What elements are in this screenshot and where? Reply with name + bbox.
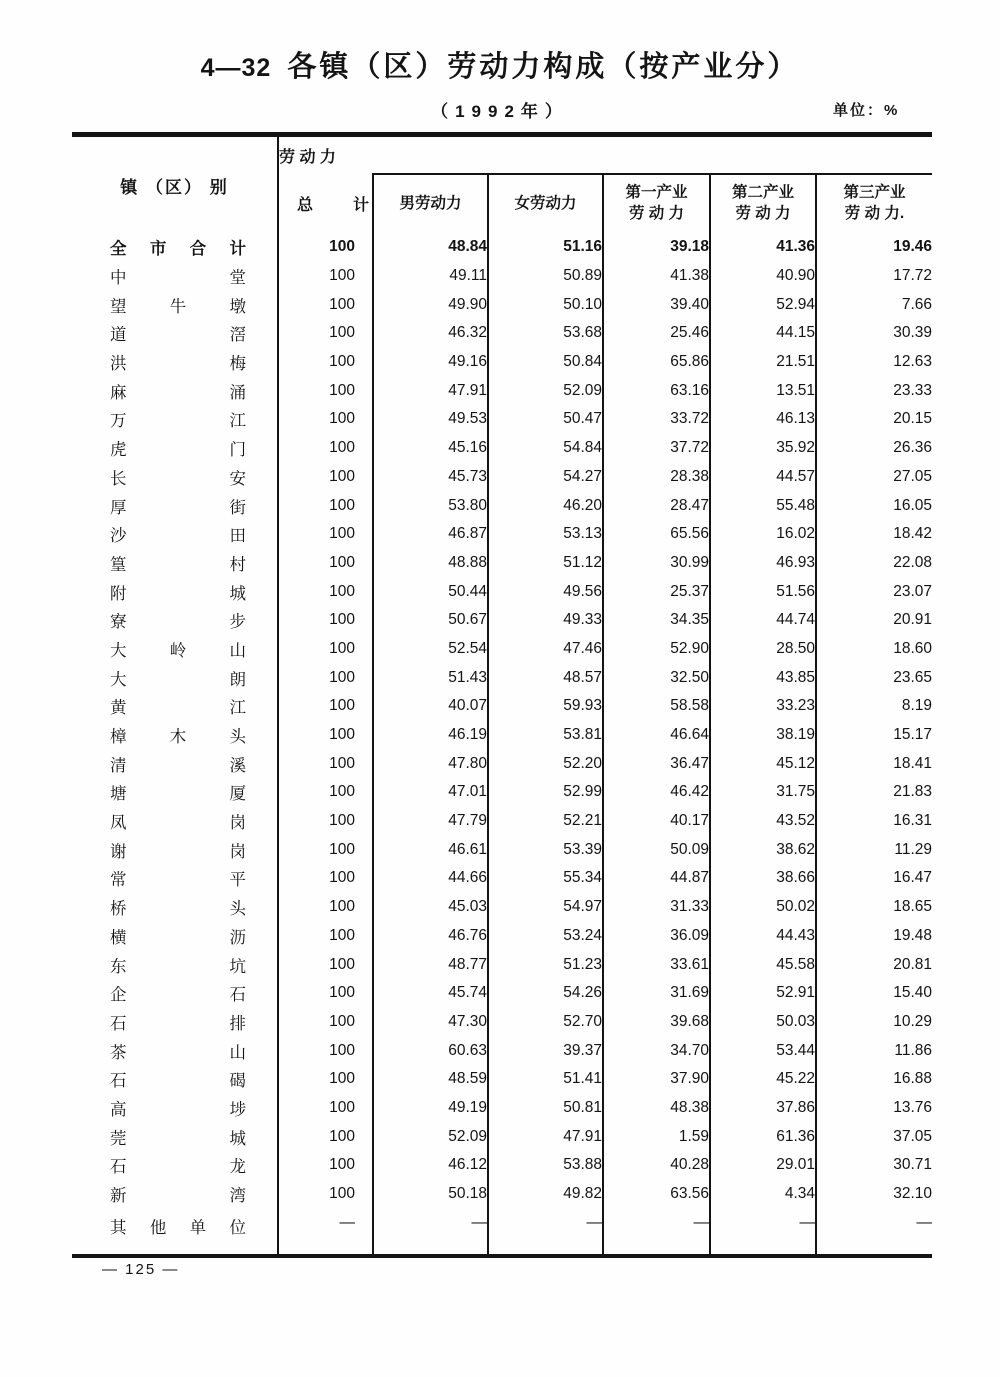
value-secondary-industry: 35.92: [710, 434, 816, 463]
value-female: 53.68: [488, 319, 603, 348]
region-name: 黄江: [110, 699, 246, 718]
value-tertiary-industry: 27.05: [816, 463, 932, 492]
value-primary-industry: 41.38: [603, 262, 710, 291]
value-primary-industry: 32.50: [603, 663, 710, 692]
value-female: 50.47: [488, 405, 603, 434]
value-total: 100: [278, 922, 373, 951]
value-male: 47.01: [373, 778, 488, 807]
value-primary-industry: —: [603, 1208, 710, 1256]
value-primary-industry: 63.16: [603, 376, 710, 405]
value-primary-industry: 31.33: [603, 893, 710, 922]
table-row: [72, 721, 932, 750]
value-male: 45.73: [373, 463, 488, 492]
value-total: 100: [278, 434, 373, 463]
value-secondary-industry: 21.51: [710, 348, 816, 377]
value-female: 47.91: [488, 1122, 603, 1151]
value-secondary-industry: 44.57: [710, 463, 816, 492]
value-total: 100: [278, 835, 373, 864]
value-female: 50.84: [488, 348, 603, 377]
value-male: 49.16: [373, 348, 488, 377]
value-secondary-industry: 53.44: [710, 1036, 816, 1065]
table-row: [72, 520, 932, 549]
table-row: [72, 1208, 932, 1256]
region-name: 东坑: [110, 957, 246, 976]
value-female: 53.88: [488, 1151, 603, 1180]
value-male: 46.61: [373, 835, 488, 864]
value-primary-industry: 30.99: [603, 549, 710, 578]
value-total: 100: [278, 864, 373, 893]
table-row: [72, 348, 932, 377]
region-name: 长安: [110, 469, 246, 488]
value-male: 40.07: [373, 692, 488, 721]
value-primary-industry: 28.47: [603, 491, 710, 520]
value-total: 100: [278, 663, 373, 692]
value-male: 48.59: [373, 1065, 488, 1094]
value-tertiary-industry: 21.83: [816, 778, 932, 807]
value-tertiary-industry: 37.05: [816, 1122, 932, 1151]
value-total: 100: [278, 233, 373, 262]
value-female: 53.13: [488, 520, 603, 549]
unit-label: 单位：%: [833, 102, 900, 119]
region-name: 茶山: [110, 1043, 246, 1062]
value-male: 48.88: [373, 549, 488, 578]
page-number: — 125 —: [102, 1261, 180, 1278]
value-tertiary-industry: 16.05: [816, 491, 932, 520]
value-female: 47.46: [488, 635, 603, 664]
region-name: 横沥: [110, 928, 246, 947]
table-row: [72, 950, 932, 979]
value-tertiary-industry: 11.29: [816, 835, 932, 864]
value-male: 53.80: [373, 491, 488, 520]
region-name: 附城: [110, 584, 246, 603]
region-name: 石龙: [110, 1158, 246, 1177]
value-female: 49.33: [488, 606, 603, 635]
value-tertiary-industry: 16.31: [816, 807, 932, 836]
header-female-labor: 女劳动力: [488, 174, 603, 233]
value-total: 100: [278, 491, 373, 520]
value-total: 100: [278, 1008, 373, 1037]
table-row: [72, 405, 932, 434]
value-secondary-industry: —: [710, 1208, 816, 1256]
value-tertiary-industry: 26.36: [816, 434, 932, 463]
region-name: 中堂: [110, 269, 246, 288]
value-primary-industry: 33.61: [603, 950, 710, 979]
value-primary-industry: 34.35: [603, 606, 710, 635]
value-tertiary-industry: 7.66: [816, 290, 932, 319]
value-secondary-industry: 44.15: [710, 319, 816, 348]
value-tertiary-industry: 16.47: [816, 864, 932, 893]
value-total: 100: [278, 893, 373, 922]
region-name: 高埗: [110, 1100, 246, 1119]
value-total: 100: [278, 348, 373, 377]
table-row: [72, 864, 932, 893]
value-tertiary-industry: 19.46: [816, 233, 932, 262]
table-row: [72, 749, 932, 778]
value-female: 51.12: [488, 549, 603, 578]
region-name: 望牛墩: [110, 297, 246, 316]
value-secondary-industry: 38.66: [710, 864, 816, 893]
region-name: 塘厦: [110, 785, 246, 804]
value-secondary-industry: 61.36: [710, 1122, 816, 1151]
table-row: [72, 606, 932, 635]
value-tertiary-industry: —: [816, 1208, 932, 1256]
value-male: 47.30: [373, 1008, 488, 1037]
table-row: [72, 463, 932, 492]
value-secondary-industry: 31.75: [710, 778, 816, 807]
value-primary-industry: 39.18: [603, 233, 710, 262]
region-name: 厚街: [110, 498, 246, 517]
table-subtitle-year: （1992年）: [431, 102, 569, 121]
value-male: 46.19: [373, 721, 488, 750]
value-female: 53.39: [488, 835, 603, 864]
value-primary-industry: 25.37: [603, 577, 710, 606]
header-total: 总 计: [297, 197, 369, 214]
value-total: 100: [278, 262, 373, 291]
value-male: 47.79: [373, 807, 488, 836]
value-male: 49.11: [373, 262, 488, 291]
value-female: 48.57: [488, 663, 603, 692]
table-row: [72, 635, 932, 664]
value-male: 45.16: [373, 434, 488, 463]
value-female: 59.93: [488, 692, 603, 721]
value-primary-industry: 36.09: [603, 922, 710, 951]
table-row: [72, 233, 932, 262]
value-female: —: [488, 1208, 603, 1256]
table-row: [72, 1065, 932, 1094]
value-female: 49.82: [488, 1180, 603, 1209]
statistics-table: [72, 132, 932, 1258]
region-name: 石碣: [110, 1072, 246, 1091]
region-name: 沙田: [110, 527, 246, 546]
table-row: [72, 549, 932, 578]
region-name: 常平: [110, 871, 246, 890]
value-tertiary-industry: 15.40: [816, 979, 932, 1008]
region-name: 桥头: [110, 900, 246, 919]
value-female: 52.20: [488, 749, 603, 778]
value-total: 100: [278, 1094, 373, 1123]
value-primary-industry: 65.56: [603, 520, 710, 549]
region-name: 全市合计: [110, 240, 246, 259]
value-secondary-industry: 33.23: [710, 692, 816, 721]
value-total: 100: [278, 290, 373, 319]
region-name: 清溪: [110, 756, 246, 775]
value-primary-industry: 28.38: [603, 463, 710, 492]
value-total: 100: [278, 950, 373, 979]
value-secondary-industry: 45.58: [710, 950, 816, 979]
value-primary-industry: 36.47: [603, 749, 710, 778]
page-title: [0, 44, 1000, 85]
table-row: [72, 1094, 932, 1123]
value-female: 50.89: [488, 262, 603, 291]
table-row: [72, 577, 932, 606]
value-total: 100: [278, 376, 373, 405]
table-row: [72, 663, 932, 692]
value-tertiary-industry: 18.41: [816, 749, 932, 778]
value-male: 45.74: [373, 979, 488, 1008]
value-tertiary-industry: 20.91: [816, 606, 932, 635]
value-tertiary-industry: 10.29: [816, 1008, 932, 1037]
value-tertiary-industry: 20.81: [816, 950, 932, 979]
header-labor-group: 劳 动 力: [279, 149, 336, 166]
value-tertiary-industry: 23.07: [816, 577, 932, 606]
table-header: [72, 135, 932, 234]
value-primary-industry: 40.28: [603, 1151, 710, 1180]
value-tertiary-industry: 16.88: [816, 1065, 932, 1094]
value-female: 54.84: [488, 434, 603, 463]
value-primary-industry: 44.87: [603, 864, 710, 893]
value-male: 50.67: [373, 606, 488, 635]
value-secondary-industry: 50.03: [710, 1008, 816, 1037]
header-primary-industry: 第一产业 劳 动 力: [603, 174, 710, 233]
value-male: —: [373, 1208, 488, 1256]
region-name: 新湾: [110, 1187, 246, 1206]
value-male: 46.12: [373, 1151, 488, 1180]
region-name: 莞城: [110, 1129, 246, 1148]
value-secondary-industry: 55.48: [710, 491, 816, 520]
region-name: 凤岗: [110, 814, 246, 833]
value-total: 100: [278, 1180, 373, 1209]
value-total: 100: [278, 807, 373, 836]
value-total: 100: [278, 319, 373, 348]
value-total: 100: [278, 1122, 373, 1151]
table-row: [72, 692, 932, 721]
value-tertiary-industry: 20.15: [816, 405, 932, 434]
value-secondary-industry: 37.86: [710, 1094, 816, 1123]
region-name: 企石: [110, 986, 246, 1005]
value-primary-industry: 63.56: [603, 1180, 710, 1209]
value-primary-industry: 50.09: [603, 835, 710, 864]
value-secondary-industry: 13.51: [710, 376, 816, 405]
value-primary-industry: 39.68: [603, 1008, 710, 1037]
value-tertiary-industry: 23.65: [816, 663, 932, 692]
value-secondary-industry: 52.94: [710, 290, 816, 319]
value-secondary-industry: 4.34: [710, 1180, 816, 1209]
region-name: 万江: [110, 412, 246, 431]
value-primary-industry: 25.46: [603, 319, 710, 348]
value-primary-industry: 46.42: [603, 778, 710, 807]
table-row: [72, 376, 932, 405]
header-labor-spacer: [373, 135, 932, 175]
region-name: 寮步: [110, 613, 246, 632]
value-female: 49.56: [488, 577, 603, 606]
value-male: 49.19: [373, 1094, 488, 1123]
value-secondary-industry: 28.50: [710, 635, 816, 664]
region-name: 大岭山: [110, 641, 246, 660]
value-female: 50.10: [488, 290, 603, 319]
value-total: 100: [278, 1065, 373, 1094]
value-male: 46.32: [373, 319, 488, 348]
value-total: 100: [278, 1151, 373, 1180]
value-tertiary-industry: 18.65: [816, 893, 932, 922]
value-primary-industry: 33.72: [603, 405, 710, 434]
value-total: 100: [278, 549, 373, 578]
value-female: 51.23: [488, 950, 603, 979]
value-male: 50.44: [373, 577, 488, 606]
value-tertiary-industry: 22.08: [816, 549, 932, 578]
value-tertiary-industry: 18.42: [816, 520, 932, 549]
value-female: 46.20: [488, 491, 603, 520]
table-row: [72, 1008, 932, 1037]
value-female: 52.70: [488, 1008, 603, 1037]
value-tertiary-industry: 17.72: [816, 262, 932, 291]
value-secondary-industry: 43.85: [710, 663, 816, 692]
region-name: 麻涌: [110, 383, 246, 402]
value-total: 100: [278, 635, 373, 664]
value-secondary-industry: 44.43: [710, 922, 816, 951]
value-total: —: [278, 1208, 373, 1256]
table-title: 各镇（区）劳动力构成（按产业分）: [287, 51, 800, 83]
table-row: [72, 979, 932, 1008]
value-primary-industry: 46.64: [603, 721, 710, 750]
value-female: 54.27: [488, 463, 603, 492]
value-tertiary-industry: 23.33: [816, 376, 932, 405]
value-total: 100: [278, 606, 373, 635]
value-primary-industry: 39.40: [603, 290, 710, 319]
value-secondary-industry: 46.13: [710, 405, 816, 434]
value-tertiary-industry: 30.71: [816, 1151, 932, 1180]
table-row: [72, 835, 932, 864]
value-male: 49.90: [373, 290, 488, 319]
value-male: 49.53: [373, 405, 488, 434]
value-male: 60.63: [373, 1036, 488, 1065]
value-female: 52.99: [488, 778, 603, 807]
table-row: [72, 893, 932, 922]
value-secondary-industry: 38.62: [710, 835, 816, 864]
value-total: 100: [278, 577, 373, 606]
region-name: 洪梅: [110, 355, 246, 374]
value-male: 47.80: [373, 749, 488, 778]
value-secondary-industry: 45.22: [710, 1065, 816, 1094]
value-male: 51.43: [373, 663, 488, 692]
value-primary-industry: 37.72: [603, 434, 710, 463]
table-row: [72, 319, 932, 348]
header-male-labor: 男劳动力: [373, 174, 488, 233]
value-secondary-industry: 43.52: [710, 807, 816, 836]
table-row: [72, 1122, 932, 1151]
value-female: 54.97: [488, 893, 603, 922]
table-body: [72, 233, 932, 1256]
header-region: 镇 （区） 别: [72, 135, 278, 234]
value-primary-industry: 1.59: [603, 1122, 710, 1151]
region-name: 篁村: [110, 555, 246, 574]
statistics-table-wrap: [72, 132, 932, 1258]
value-secondary-industry: 45.12: [710, 749, 816, 778]
value-total: 100: [278, 405, 373, 434]
value-male: 45.03: [373, 893, 488, 922]
value-total: 100: [278, 749, 373, 778]
value-secondary-industry: 16.02: [710, 520, 816, 549]
value-female: 51.16: [488, 233, 603, 262]
region-name: 其他单位: [110, 1219, 246, 1238]
value-secondary-industry: 50.02: [710, 893, 816, 922]
value-secondary-industry: 46.93: [710, 549, 816, 578]
region-name: 石排: [110, 1014, 246, 1033]
value-male: 48.84: [373, 233, 488, 262]
value-male: 52.09: [373, 1122, 488, 1151]
value-total: 100: [278, 721, 373, 750]
value-secondary-industry: 51.56: [710, 577, 816, 606]
value-secondary-industry: 44.74: [710, 606, 816, 635]
value-primary-industry: 65.86: [603, 348, 710, 377]
value-secondary-industry: 41.36: [710, 233, 816, 262]
value-male: 44.66: [373, 864, 488, 893]
value-tertiary-industry: 18.60: [816, 635, 932, 664]
region-name: 樟木头: [110, 728, 246, 747]
value-tertiary-industry: 32.10: [816, 1180, 932, 1209]
value-male: 47.91: [373, 376, 488, 405]
value-primary-industry: 40.17: [603, 807, 710, 836]
value-tertiary-industry: 11.86: [816, 1036, 932, 1065]
table-row: [72, 290, 932, 319]
value-female: 53.24: [488, 922, 603, 951]
header-tertiary-industry: 第三产业 劳 动 力.: [816, 174, 932, 233]
value-male: 50.18: [373, 1180, 488, 1209]
value-female: 53.81: [488, 721, 603, 750]
value-primary-industry: 31.69: [603, 979, 710, 1008]
value-total: 100: [278, 1036, 373, 1065]
value-tertiary-industry: 30.39: [816, 319, 932, 348]
region-name: 道滘: [110, 326, 246, 345]
value-female: 52.21: [488, 807, 603, 836]
table-row: [72, 1036, 932, 1065]
table-row: [72, 778, 932, 807]
table-row: [72, 1151, 932, 1180]
header-secondary-industry: 第二产业 劳 动 力: [710, 174, 816, 233]
value-tertiary-industry: 12.63: [816, 348, 932, 377]
value-tertiary-industry: 19.48: [816, 922, 932, 951]
table-number: 4—32: [200, 54, 272, 82]
value-total: 100: [278, 692, 373, 721]
value-total: 100: [278, 463, 373, 492]
region-name: 大朗: [110, 670, 246, 689]
value-secondary-industry: 52.91: [710, 979, 816, 1008]
value-total: 100: [278, 979, 373, 1008]
value-female: 55.34: [488, 864, 603, 893]
value-primary-industry: 52.90: [603, 635, 710, 664]
value-male: 46.87: [373, 520, 488, 549]
table-row: [72, 1180, 932, 1209]
value-secondary-industry: 40.90: [710, 262, 816, 291]
value-primary-industry: 37.90: [603, 1065, 710, 1094]
table-row: [72, 491, 932, 520]
value-female: 52.09: [488, 376, 603, 405]
value-female: 50.81: [488, 1094, 603, 1123]
value-primary-industry: 34.70: [603, 1036, 710, 1065]
value-tertiary-industry: 8.19: [816, 692, 932, 721]
value-tertiary-industry: 13.76: [816, 1094, 932, 1123]
value-primary-industry: 48.38: [603, 1094, 710, 1123]
value-male: 48.77: [373, 950, 488, 979]
table-row: [72, 434, 932, 463]
value-female: 54.26: [488, 979, 603, 1008]
value-male: 46.76: [373, 922, 488, 951]
table-row: [72, 262, 932, 291]
value-total: 100: [278, 778, 373, 807]
value-female: 51.41: [488, 1065, 603, 1094]
value-tertiary-industry: 15.17: [816, 721, 932, 750]
value-total: 100: [278, 520, 373, 549]
value-female: 39.37: [488, 1036, 603, 1065]
region-name: 虎门: [110, 441, 246, 460]
table-row: [72, 922, 932, 951]
value-secondary-industry: 29.01: [710, 1151, 816, 1180]
region-name: 谢岗: [110, 842, 246, 861]
table-row: [72, 807, 932, 836]
value-male: 52.54: [373, 635, 488, 664]
value-secondary-industry: 38.19: [710, 721, 816, 750]
value-primary-industry: 58.58: [603, 692, 710, 721]
